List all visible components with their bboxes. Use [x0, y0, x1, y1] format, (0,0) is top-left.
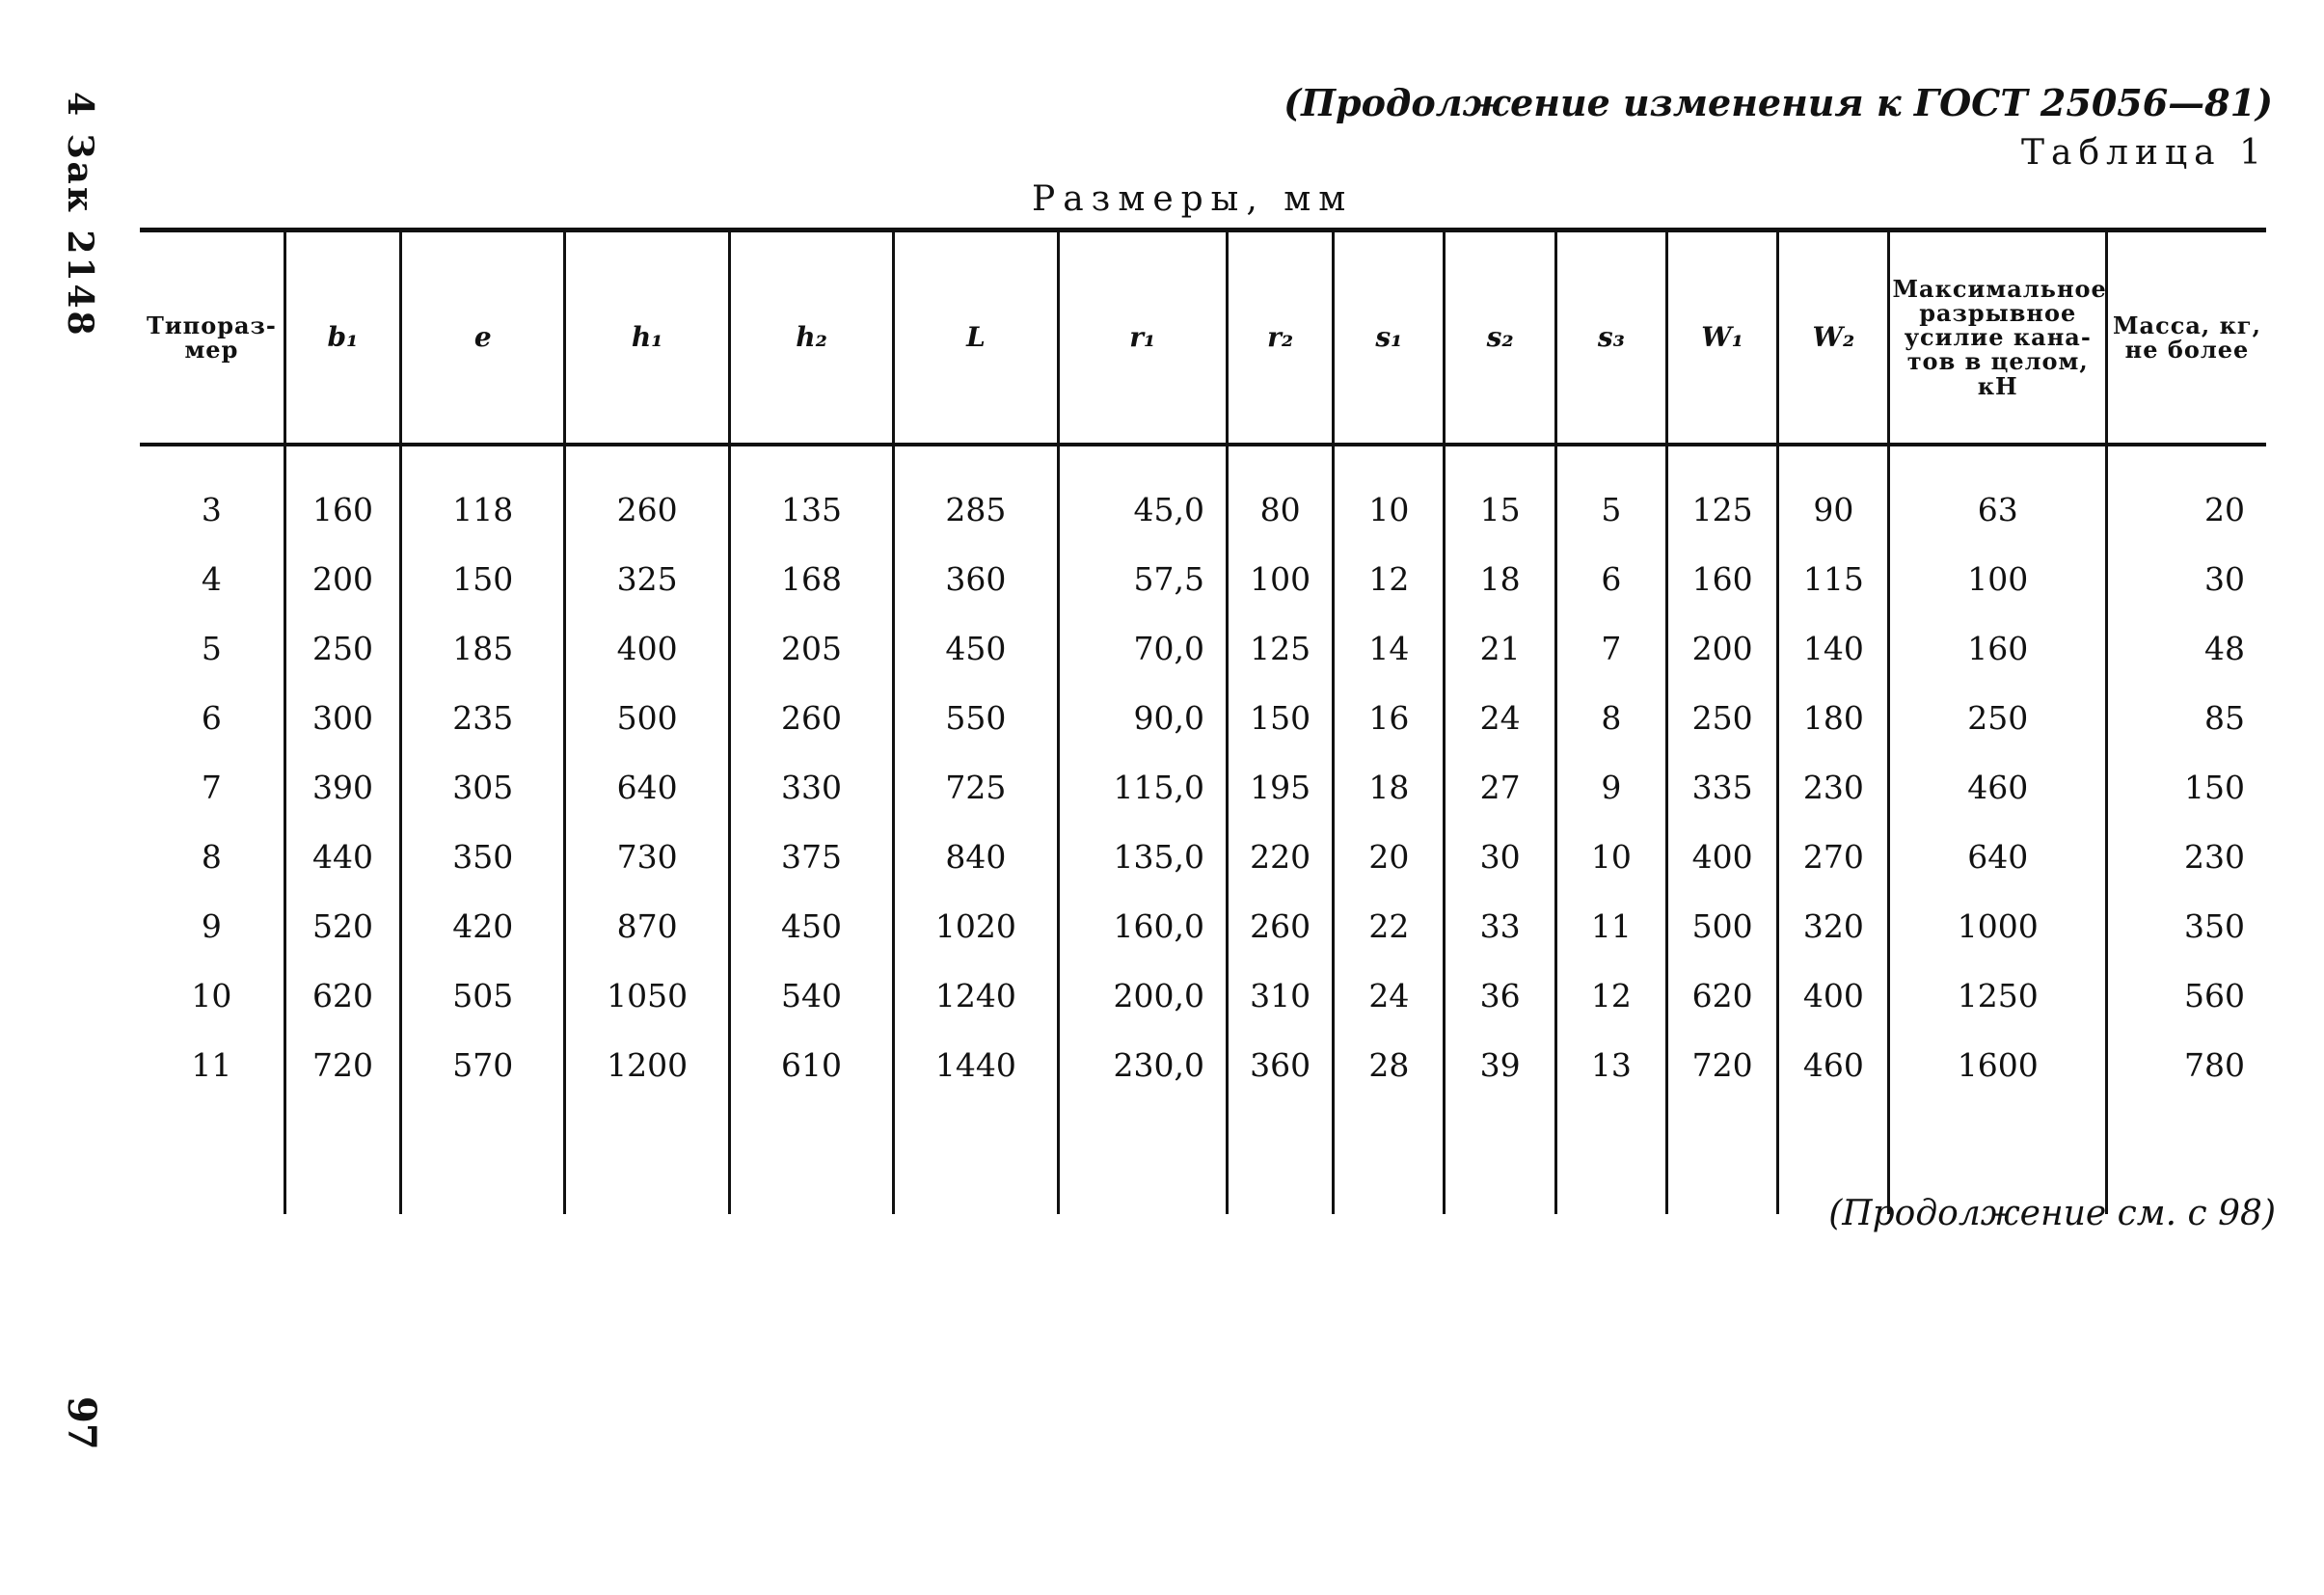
- cell-h1: 260: [565, 445, 729, 545]
- col-header-mass: Масса, кг, не более: [2106, 230, 2266, 445]
- filler-cell: [284, 1100, 400, 1214]
- cell-r2: 360: [1227, 1031, 1333, 1100]
- cell-mass: 85: [2106, 684, 2266, 753]
- table-body: [140, 445, 2266, 1214]
- cell-w1: 160: [1666, 545, 1777, 614]
- col-header-r1: r₁: [1058, 230, 1227, 445]
- cell-e: 505: [401, 961, 565, 1031]
- filler-cell: [1334, 1100, 1445, 1214]
- cell-s2: 24: [1445, 684, 1555, 753]
- cell-s1: 12: [1334, 545, 1445, 614]
- cell-max-force: 250: [1889, 684, 2107, 753]
- cell-h1: 500: [565, 684, 729, 753]
- cell-h2: 260: [729, 684, 893, 753]
- cell-w2: 270: [1778, 823, 1889, 892]
- col-header-l: L: [894, 230, 1058, 445]
- filler-cell: [894, 1100, 1058, 1214]
- cell-s1: 10: [1334, 445, 1445, 545]
- cell-size: 8: [201, 838, 222, 876]
- cell-w1: 620: [1666, 961, 1777, 1031]
- cell-w1: 200: [1666, 614, 1777, 684]
- table-row: [140, 545, 2266, 614]
- cell-w1: 250: [1666, 684, 1777, 753]
- filler-cell: [565, 1100, 729, 1214]
- cell-r1: 90,0: [1058, 684, 1227, 753]
- cell-mass: 350: [2106, 892, 2266, 961]
- cell-size: 10: [191, 977, 232, 1014]
- cell-s3: 11: [1555, 892, 1666, 961]
- cell-s2: 36: [1445, 961, 1555, 1031]
- cell-b1: 250: [284, 614, 400, 684]
- cell-w2: 230: [1778, 753, 1889, 823]
- cell-e: 185: [401, 614, 565, 684]
- cell-b1: 620: [284, 961, 400, 1031]
- filler-cell: [401, 1100, 565, 1214]
- cell-mass: 150: [2106, 753, 2266, 823]
- continuation-footer: (Продолжение см. с 98): [1828, 1194, 2276, 1233]
- cell-s3: 7: [1555, 614, 1666, 684]
- cell-size: 5: [201, 630, 222, 667]
- cell-e: 150: [401, 545, 565, 614]
- cell-b1: 520: [284, 892, 400, 961]
- cell-r2: 195: [1227, 753, 1333, 823]
- cell-max-force: 63: [1889, 445, 2107, 545]
- cell-b1: 720: [284, 1031, 400, 1100]
- filler-cell: [1058, 1100, 1227, 1214]
- cell-r2: 310: [1227, 961, 1333, 1031]
- cell-max-force: 1600: [1889, 1031, 2107, 1100]
- table-row: [140, 823, 2266, 892]
- cell-h1: 325: [565, 545, 729, 614]
- cell-h1: 400: [565, 614, 729, 684]
- cell-s1: 20: [1334, 823, 1445, 892]
- col-header-w2: W₂: [1778, 230, 1889, 445]
- cell-r1: 230,0: [1058, 1031, 1227, 1100]
- table-row: [140, 684, 2266, 753]
- col-header-s3: s₃: [1555, 230, 1666, 445]
- cell-h1: 1200: [565, 1031, 729, 1100]
- col-header-b1: b₁: [284, 230, 400, 445]
- cell-s2: 33: [1445, 892, 1555, 961]
- cell-l: 1020: [894, 892, 1058, 961]
- cell-w1: 125: [1666, 445, 1777, 545]
- cell-e: 420: [401, 892, 565, 961]
- cell-w1: 400: [1666, 823, 1777, 892]
- table-row: [140, 445, 2266, 545]
- cell-s2: 21: [1445, 614, 1555, 684]
- continuation-heading: (Продолжение изменения к ГОСТ 25056—81): [1284, 81, 2273, 124]
- cell-s3: 8: [1555, 684, 1666, 753]
- cell-s2: 30: [1445, 823, 1555, 892]
- cell-r1: 57,5: [1058, 545, 1227, 614]
- dimensions-table: [140, 228, 2266, 1214]
- cell-s2: 39: [1445, 1031, 1555, 1100]
- cell-max-force: 100: [1889, 545, 2107, 614]
- cell-h2: 168: [729, 545, 893, 614]
- cell-s2: 27: [1445, 753, 1555, 823]
- cell-w1: 720: [1666, 1031, 1777, 1100]
- cell-r1: 45,0: [1058, 445, 1227, 545]
- cell-s3: 12: [1555, 961, 1666, 1031]
- cell-s3: 10: [1555, 823, 1666, 892]
- cell-s2: 18: [1445, 545, 1555, 614]
- cell-b1: 300: [284, 684, 400, 753]
- cell-size: 6: [201, 699, 222, 737]
- cell-size: 4: [201, 560, 222, 598]
- page-number: 97: [59, 1396, 104, 1450]
- cell-h1: 640: [565, 753, 729, 823]
- cell-l: 550: [894, 684, 1058, 753]
- cell-r1: 135,0: [1058, 823, 1227, 892]
- col-header-h1: h₁: [565, 230, 729, 445]
- cell-e: 118: [401, 445, 565, 545]
- table-row: [140, 961, 2266, 1031]
- cell-s3: 5: [1555, 445, 1666, 545]
- cell-e: 350: [401, 823, 565, 892]
- col-header-max-force: Максимальное разрывное усилие кана-тов в целом, кН: [1889, 230, 2107, 445]
- cell-r2: 125: [1227, 614, 1333, 684]
- table-header-row: [140, 230, 2266, 445]
- side-note: 4 Зак 2148: [60, 92, 100, 338]
- cell-h2: 205: [729, 614, 893, 684]
- col-header-size: Типораз- мер: [140, 230, 284, 445]
- cell-h2: 610: [729, 1031, 893, 1100]
- cell-h1: 870: [565, 892, 729, 961]
- col-header-s1: s₁: [1334, 230, 1445, 445]
- cell-max-force: 460: [1889, 753, 2107, 823]
- cell-s1: 18: [1334, 753, 1445, 823]
- cell-b1: 440: [284, 823, 400, 892]
- cell-max-force: 1250: [1889, 961, 2107, 1031]
- table-row: [140, 1031, 2266, 1100]
- cell-s3: 9: [1555, 753, 1666, 823]
- cell-s3: 13: [1555, 1031, 1666, 1100]
- cell-r2: 100: [1227, 545, 1333, 614]
- cell-e: 235: [401, 684, 565, 753]
- cell-l: 1440: [894, 1031, 1058, 1100]
- cell-mass: 30: [2106, 545, 2266, 614]
- cell-mass: 780: [2106, 1031, 2266, 1100]
- cell-l: 1240: [894, 961, 1058, 1031]
- cell-w2: 320: [1778, 892, 1889, 961]
- cell-w2: 180: [1778, 684, 1889, 753]
- cell-r1: 160,0: [1058, 892, 1227, 961]
- cell-s3: 6: [1555, 545, 1666, 614]
- cell-l: 840: [894, 823, 1058, 892]
- cell-r2: 150: [1227, 684, 1333, 753]
- cell-s2: 15: [1445, 445, 1555, 545]
- cell-l: 450: [894, 614, 1058, 684]
- cell-size: 9: [201, 907, 222, 945]
- cell-s1: 14: [1334, 614, 1445, 684]
- cell-mass: 560: [2106, 961, 2266, 1031]
- table-row: [140, 753, 2266, 823]
- cell-w2: 400: [1778, 961, 1889, 1031]
- cell-r1: 200,0: [1058, 961, 1227, 1031]
- cell-mass: 20: [2106, 445, 2266, 545]
- filler-cell: [1666, 1100, 1777, 1214]
- cell-mass: 48: [2106, 614, 2266, 684]
- cell-h1: 730: [565, 823, 729, 892]
- cell-max-force: 640: [1889, 823, 2107, 892]
- cell-size: 3: [201, 491, 222, 528]
- cell-l: 360: [894, 545, 1058, 614]
- cell-r1: 70,0: [1058, 614, 1227, 684]
- cell-w2: 460: [1778, 1031, 1889, 1100]
- col-header-w1: W₁: [1666, 230, 1777, 445]
- cell-w2: 140: [1778, 614, 1889, 684]
- cell-h2: 135: [729, 445, 893, 545]
- cell-b1: 200: [284, 545, 400, 614]
- cell-mass: 230: [2106, 823, 2266, 892]
- cell-w1: 500: [1666, 892, 1777, 961]
- filler-cell: [1445, 1100, 1555, 1214]
- cell-b1: 390: [284, 753, 400, 823]
- cell-w2: 90: [1778, 445, 1889, 545]
- cell-h2: 375: [729, 823, 893, 892]
- cell-h2: 450: [729, 892, 893, 961]
- cell-s1: 16: [1334, 684, 1445, 753]
- table-row: [140, 892, 2266, 961]
- cell-l: 725: [894, 753, 1058, 823]
- col-header-s2: s₂: [1445, 230, 1555, 445]
- dimensions-label: Размеры, мм: [1032, 179, 1354, 219]
- cell-b1: 160: [284, 445, 400, 545]
- cell-size: 11: [191, 1046, 232, 1084]
- filler-cell: [1555, 1100, 1666, 1214]
- cell-h1: 1050: [565, 961, 729, 1031]
- cell-r2: 220: [1227, 823, 1333, 892]
- cell-e: 570: [401, 1031, 565, 1100]
- cell-max-force: 160: [1889, 614, 2107, 684]
- cell-max-force: 1000: [1889, 892, 2107, 961]
- cell-s1: 28: [1334, 1031, 1445, 1100]
- cell-r2: 260: [1227, 892, 1333, 961]
- table-row: [140, 614, 2266, 684]
- cell-s1: 24: [1334, 961, 1445, 1031]
- cell-h2: 330: [729, 753, 893, 823]
- filler-cell: [140, 1100, 284, 1214]
- cell-r1: 115,0: [1058, 753, 1227, 823]
- cell-size: 7: [201, 769, 222, 806]
- cell-l: 285: [894, 445, 1058, 545]
- cell-s1: 22: [1334, 892, 1445, 961]
- col-header-h2: h₂: [729, 230, 893, 445]
- cell-r2: 80: [1227, 445, 1333, 545]
- cell-e: 305: [401, 753, 565, 823]
- col-header-r2: r₂: [1227, 230, 1333, 445]
- table-label: Таблица 1: [2021, 133, 2268, 173]
- col-header-e: e: [401, 230, 565, 445]
- cell-w1: 335: [1666, 753, 1777, 823]
- cell-w2: 115: [1778, 545, 1889, 614]
- filler-cell: [1227, 1100, 1333, 1214]
- filler-cell: [729, 1100, 893, 1214]
- cell-h2: 540: [729, 961, 893, 1031]
